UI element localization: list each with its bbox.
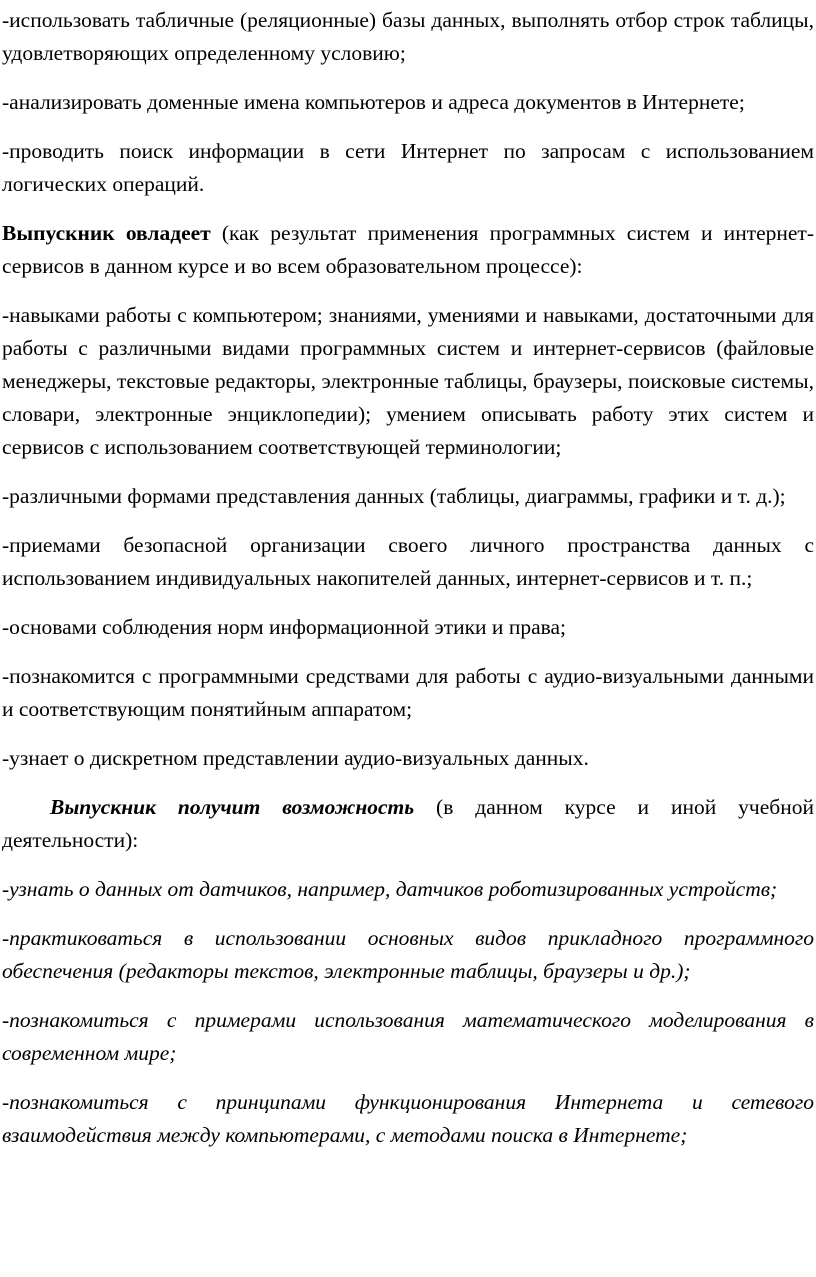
paragraph-text: -познакомиться с примерами использования математического моделирования в современном мире; [2,1008,814,1065]
paragraph-text: -практиковаться в использовании основных видов прикладного программного обеспечения (редакторы текстов, электронные таблицы, браузеры и др.); [2,926,814,983]
paragraph-text: -навыками работы с компьютером; знаниями, умениями и навыками, достаточными для работы с различными видами программных систем и интернет-сервисов (файловые менеджеры, текстовые редакторы, электронные таблицы, браузеры, поисковые системы, словари, электронные энциклопедии); умением описывать работу этих систем и сервисов с использованием соответствующей терминологии; [2,303,814,459]
paragraph-math-modeling [2,1004,814,1070]
paragraph-data-forms [2,480,814,513]
paragraph-text: -познакомиться с принципами функционирования Интернета и сетевого взаимодействия между компьютерами, с методами поиска в Интернете; [2,1090,814,1147]
paragraph-text: -познакомится с программными средствами для работы с аудио-визуальными данными и соответствующим понятийным аппаратом; [2,664,814,721]
section-heading-graduate-masters: Выпускник овладеет [2,221,211,245]
paragraph-text: -использовать табличные (реляционные) базы данных, выполнять отбор строк таблицы, удовлетворяющих определенному условию; [2,8,814,65]
paragraph-internet-search [2,135,814,201]
paragraph-text: (как результат применения программных систем и интернет-сервисов в данном курсе и во всем образовательном процессе): [2,221,814,278]
section-heading-graduate-opportunity: Выпускник получит возможность [50,795,415,819]
paragraph-discrete-representation [2,742,814,775]
paragraph-ethics [2,611,814,644]
paragraph-text: (в данном курсе и иной учебной деятельности): [2,795,814,852]
paragraph-text: -узнать о данных от датчиков, например, датчиков роботизированных устройств; [2,877,778,901]
paragraph-safe-storage [2,529,814,595]
paragraph-text: -анализировать доменные имена компьютеров и адреса документов в Интернете; [2,90,745,114]
paragraph-relational-databases [2,4,814,70]
paragraph-computer-skills [2,299,814,464]
paragraph-text: -узнает о дискретном представлении аудио-визуальных данных. [2,746,589,770]
paragraph-text: -различными формами представления данных (таблицы, диаграммы, графики и т. д.); [2,484,786,508]
paragraph-domain-names [2,86,814,119]
paragraph-text: -основами соблюдения норм информационной этики и права; [2,615,566,639]
paragraph-sensor-data [2,873,814,906]
paragraph-graduate-opportunity [2,791,814,857]
paragraph-internet-principles [2,1086,814,1152]
paragraph-graduate-masters [2,217,814,283]
paragraph-applied-software [2,922,814,988]
paragraph-text: -приемами безопасной организации своего личного пространства данных с использованием индивидуальных накопителей данных, интернет-сервисов и т. п.; [2,533,814,590]
paragraph-audio-visual-tools [2,660,814,726]
paragraph-text: -проводить поиск информации в сети Интернет по запросам с использованием логических операций. [2,139,814,196]
